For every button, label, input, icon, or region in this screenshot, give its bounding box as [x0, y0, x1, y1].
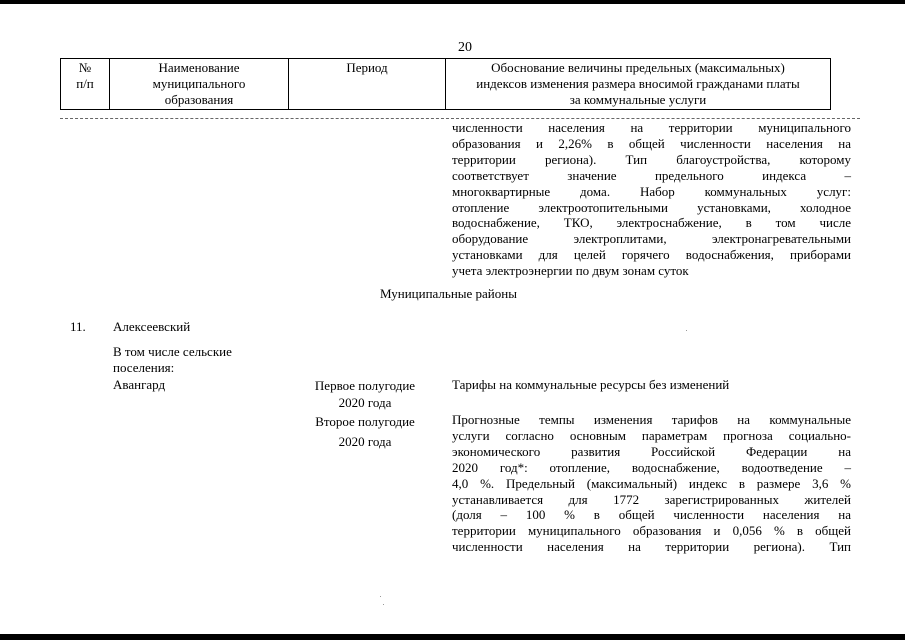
text-line: водоснабжение, ТКО, электроснабжение, в том числе — [452, 215, 851, 231]
section-heading: Муниципальные районы — [380, 286, 517, 301]
scan-border-top — [0, 0, 905, 4]
header-bottom-dashed-line — [60, 118, 860, 119]
scan-speck — [380, 596, 381, 597]
text-line: территории региона). Тип благоустройства, которому — [452, 151, 851, 167]
row-number: 11. — [70, 319, 86, 334]
header-basis-column: Обоснование величины предельных (максимальных) индексов изменения размера вносимой гражданами платы за коммунальные услуги — [446, 59, 831, 110]
settlements-label: В том числе сельские поселения: — [113, 344, 232, 375]
municipality-name: Алексеевский — [113, 319, 191, 334]
text-line: экономического развития Российской Федерации на — [452, 443, 851, 459]
text-line: 4,0 %. Предельный (максимальный) индекс в размере 3,6 % — [452, 475, 851, 491]
text-line: Прогнозные темпы изменения тарифов на коммунальные — [452, 412, 851, 427]
text-line: устанавливается для 1772 зарегистрированных жителей — [452, 491, 851, 507]
basis-continuation-text — [452, 120, 851, 279]
text-line: отопление электроотопительными установками, холодное — [452, 199, 851, 215]
period-first-half: Первое полугодие 2020 года — [314, 378, 416, 410]
header-number-column: № п/п — [61, 59, 110, 110]
header-name-column: Наименование муниципального образования — [110, 59, 289, 110]
text-line: образования и 2,26% в общей численности населения на — [452, 135, 851, 151]
text-line: установками для целей горячего водоснабжения, приборами — [452, 247, 851, 263]
text-line: численности населения на территории региона). Тип — [452, 539, 851, 555]
text-line: соответствует значение предельного индекса – — [452, 167, 851, 183]
text-line: учета электроэнергии по двум зонам суток — [452, 263, 689, 279]
basis-second-half — [452, 412, 851, 555]
scan-speck — [383, 604, 384, 605]
page-number: 20 — [458, 40, 472, 55]
text-line: многоквартирные дома. Набор коммунальных услуг: — [452, 183, 851, 199]
settlement-name: Авангард — [113, 377, 166, 392]
basis-first-half: Тарифы на коммунальные ресурсы без изменений — [452, 377, 730, 392]
table-header — [60, 58, 831, 110]
text-line: оборудование электроплитами, электронагревательными — [452, 231, 851, 247]
header-period-column: Период — [289, 59, 446, 110]
text-line: территории муниципального образования и 0,056 % в общей — [452, 523, 851, 539]
scan-speck — [686, 330, 687, 331]
table-header-row — [61, 59, 831, 110]
scan-border-bottom — [0, 634, 905, 640]
period-second-half: Второе полугодие 2020 года — [315, 414, 415, 449]
text-line: услуги согласно основным параметрам прогноза социально- — [452, 427, 851, 443]
text-line: (доля – 100 % в общей численности населения на — [452, 507, 851, 523]
text-line: численности населения на территории муниципального — [452, 120, 851, 135]
text-line: 2020 год*: отопление, водоснабжение, водоотведение – — [452, 459, 851, 475]
